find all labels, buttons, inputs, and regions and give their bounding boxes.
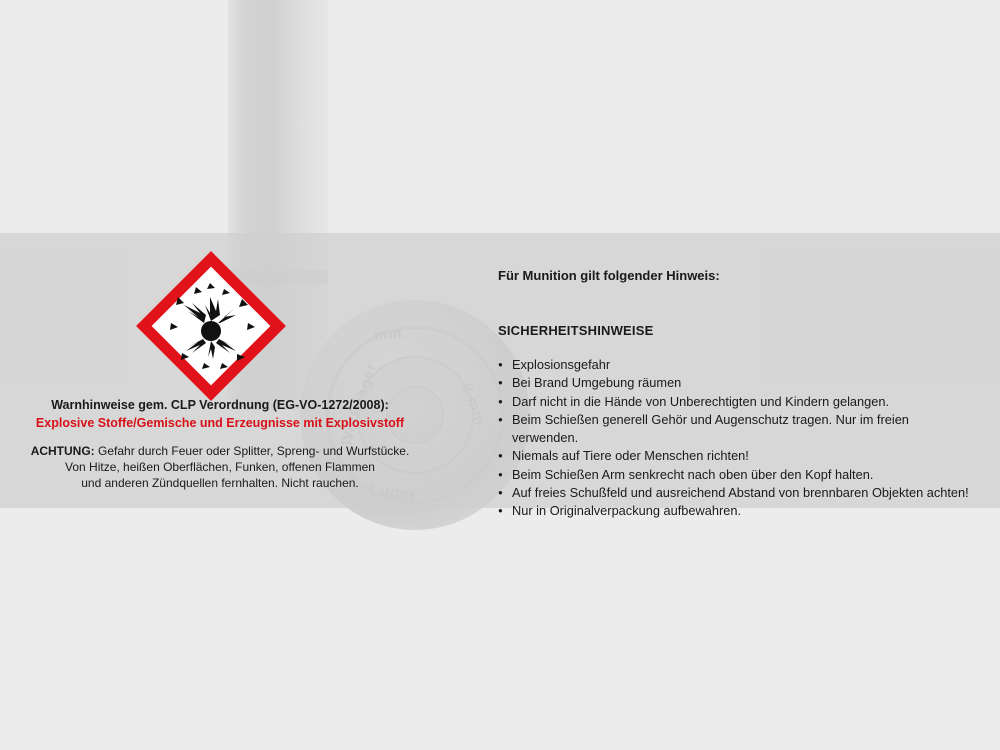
safety-notice-column	[498, 268, 978, 521]
safety-notes-subheading: SICHERHEITSHINWEISE	[498, 323, 654, 338]
ghs01-explosive-pictogram	[138, 253, 284, 399]
list-item: ● Auf freies Schußfeld und ausreichend Abstand von brennbaren Objekten achten!	[498, 484, 978, 502]
list-item: ● Nur in Originalverpackung aufbewahren.	[498, 502, 978, 520]
clp-warning-subtitle: Explosive Stoffe/Gemische und Erzeugnisse mit Explosivstoff	[35, 415, 405, 430]
list-item: ● Bei Brand Umgebung räumen	[498, 374, 978, 392]
attention-label: ACHTUNG:	[30, 444, 95, 458]
warning-line-2: Von Hitze, heißen Oberflächen, Funken, offenen Flammen	[65, 460, 375, 474]
warning-line-3: und anderen Zündquellen fernhalten. Nicht rauchen.	[81, 476, 359, 490]
clp-warning-block	[20, 398, 420, 491]
list-item: ● Darf nicht in die Hände von Unberechtigten und Kindern gelangen.	[498, 393, 978, 411]
warning-line-1: Gefahr durch Feuer oder Splitter, Spreng- und Wurfstücke.	[98, 444, 410, 458]
exploding-bomb-icon	[138, 253, 284, 399]
list-item: ● Beim Schießen generell Gehör und Augenschutz tragen. Nur im freien verwenden.	[498, 411, 978, 448]
safety-notes-list	[498, 356, 978, 521]
list-item: ● Niemals auf Tiere oder Menschen richten!	[498, 447, 978, 465]
list-item: ● Beim Schießen Arm senkrecht nach oben über den Kopf halten.	[498, 466, 978, 484]
clp-warning-body	[20, 443, 420, 491]
list-item: ● Explosionsgefahr	[498, 356, 978, 374]
ammunition-notice-heading: Für Munition gilt folgender Hinweis:	[498, 268, 720, 283]
clp-warning-title: Warnhinweise gem. CLP Verordnung (EG-VO-1272/2008):	[51, 398, 389, 412]
